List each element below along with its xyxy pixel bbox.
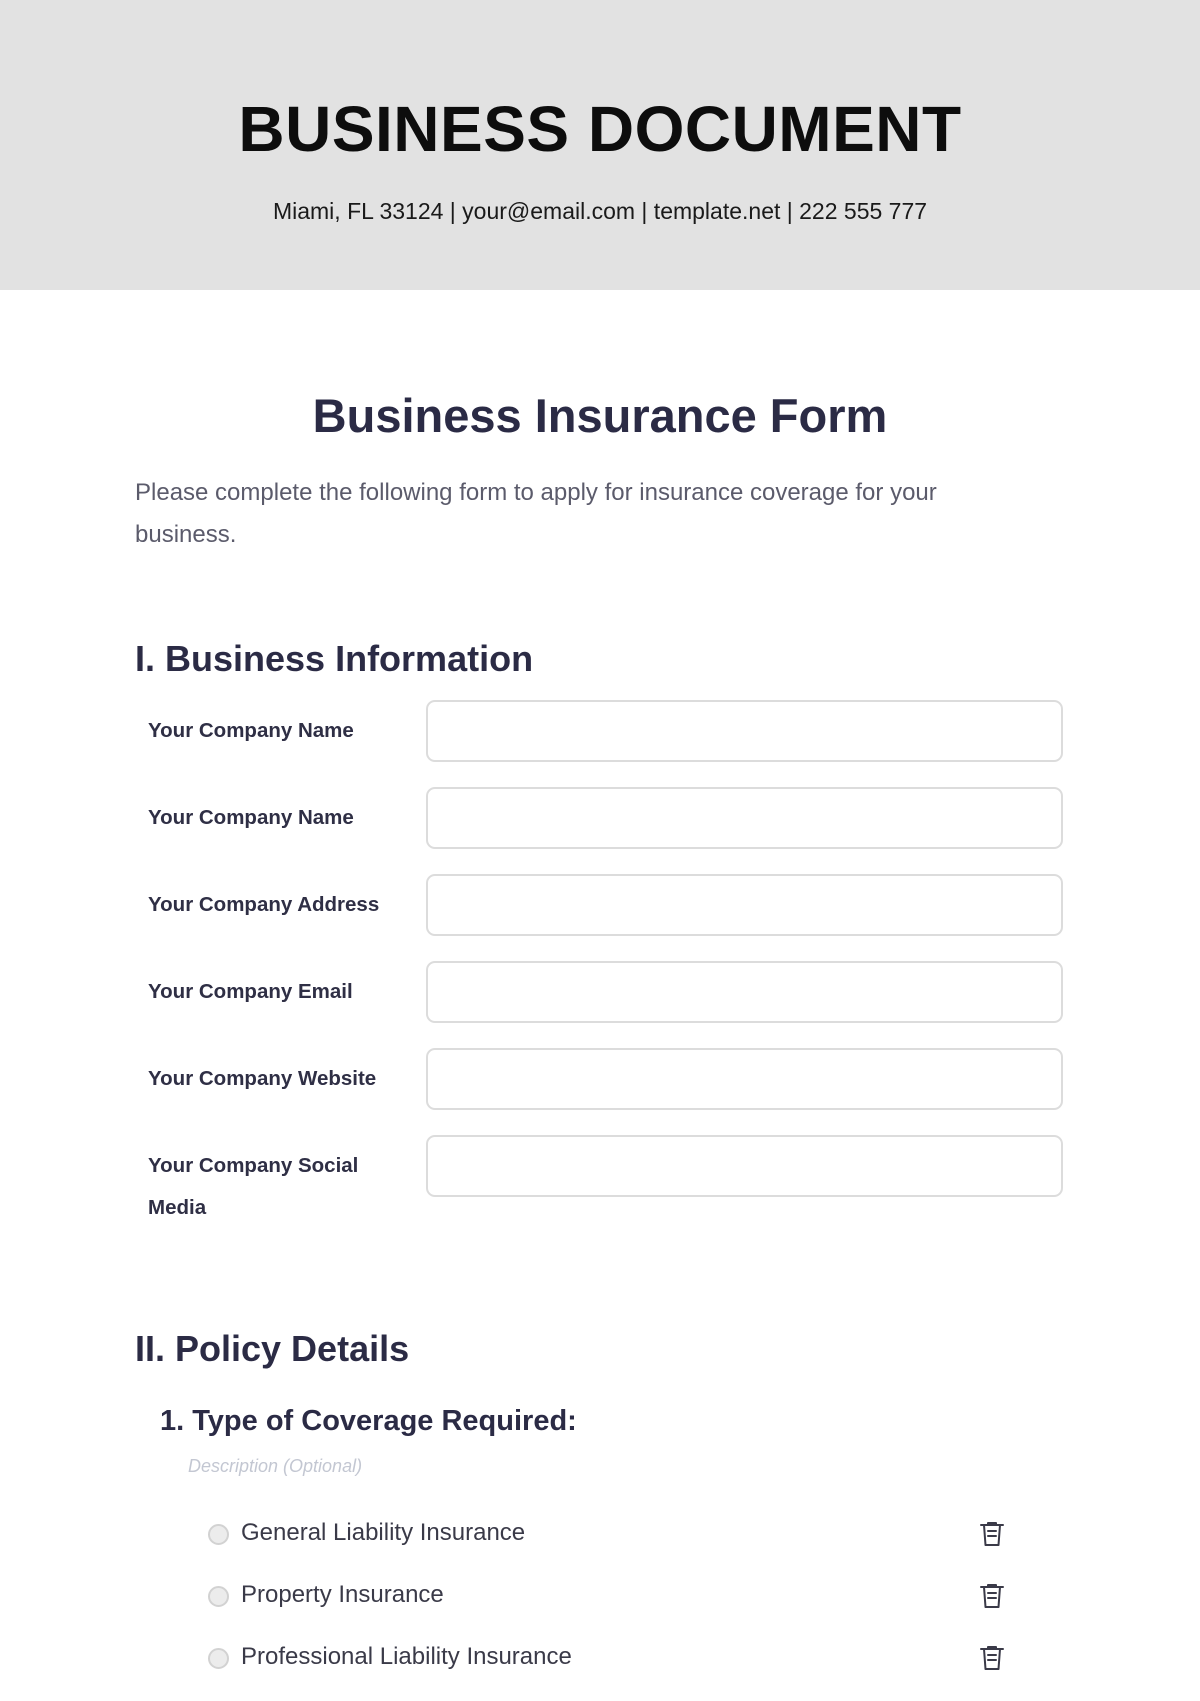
field-row-company-name-2 (148, 787, 1063, 851)
field-label: Your Company Email (148, 980, 353, 1003)
field-row-company-website (148, 1048, 1063, 1112)
trash-icon[interactable] (979, 1520, 1005, 1548)
document-title: BUSINESS DOCUMENT (238, 93, 962, 165)
radio-button[interactable] (208, 1648, 229, 1669)
option-label: General Liability Insurance (241, 1519, 526, 1546)
field-label: Your Company Website (148, 1067, 377, 1090)
company-website-input[interactable] (426, 1048, 1063, 1110)
option-professional-liability (208, 1639, 1008, 1679)
question-title: 1. Type of Coverage Required: (160, 1405, 577, 1437)
question-description-placeholder[interactable]: Description (Optional) (188, 1456, 363, 1476)
field-row-company-address (148, 874, 1063, 938)
contact-line: Miami, FL 33124 | your@email.com | template.net | 222 555 777 (272, 198, 928, 224)
section-heading-business-information: I. Business Information (135, 638, 534, 679)
company-social-media-input[interactable] (426, 1135, 1063, 1197)
option-label: Property Insurance (241, 1581, 444, 1608)
document-header (0, 0, 1200, 290)
radio-button[interactable] (208, 1586, 229, 1607)
trash-icon[interactable] (979, 1644, 1005, 1672)
section-heading-policy-details: II. Policy Details (135, 1328, 410, 1369)
company-email-input[interactable] (426, 961, 1063, 1023)
company-address-input[interactable] (426, 874, 1063, 936)
field-row-company-name (148, 700, 1063, 764)
option-property-insurance (208, 1577, 1008, 1617)
option-label: Professional Liability Insurance (241, 1643, 572, 1670)
field-row-company-social-media (148, 1135, 1063, 1219)
field-label: Your Company Name (148, 719, 354, 742)
company-name-input-2[interactable] (426, 787, 1063, 849)
form-title: Business Insurance Form (312, 389, 888, 442)
option-general-liability (208, 1515, 1008, 1555)
field-label: Your Company Name (148, 806, 354, 829)
radio-button[interactable] (208, 1524, 229, 1545)
company-name-input[interactable] (426, 700, 1063, 762)
form-intro: Please complete the following form to apply for insurance coverage for your business. (135, 479, 937, 548)
trash-icon[interactable] (979, 1582, 1005, 1610)
field-label: Your Company Address (148, 893, 380, 916)
field-label: Your Company Social Media (148, 1154, 359, 1219)
field-row-company-email (148, 961, 1063, 1025)
